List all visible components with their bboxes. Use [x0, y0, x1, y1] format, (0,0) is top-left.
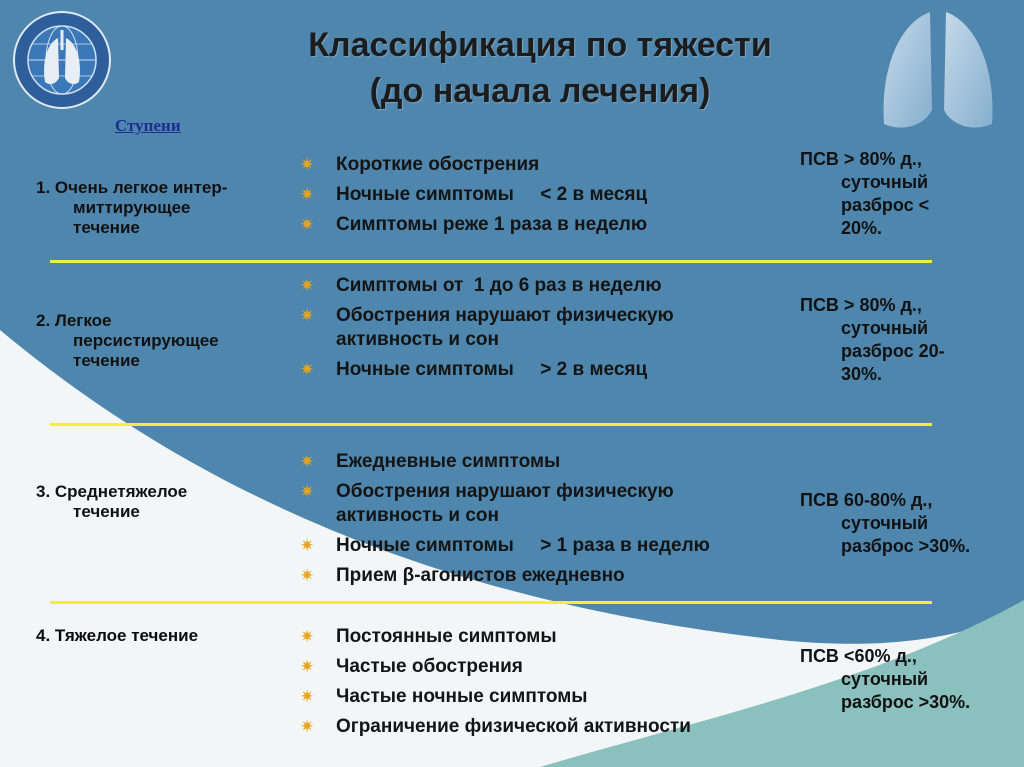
stage-3-symptoms: [298, 450, 778, 594]
star-bullet-icon: ✷: [300, 452, 315, 471]
stage-4-line-1: 4. Тяжелое течение: [36, 626, 199, 645]
stage-3-line-2: течение: [73, 502, 140, 521]
star-bullet-icon: ✷: [300, 306, 315, 325]
stage-3-line-1: 3. Среднетяжелое: [36, 482, 188, 501]
symptom-item: ✷ Симптомы от 1 до 6 раз в неделю: [300, 275, 662, 296]
symptom-item: ✷ Постоянные симптомы: [300, 626, 557, 647]
stage-1-line-1: 1. Очень легкое интер-: [36, 178, 228, 197]
star-bullet-icon: ✷: [300, 360, 315, 379]
psv-line: суточный: [841, 513, 929, 533]
star-bullet-icon: ✷: [300, 215, 315, 234]
stage-1-label: [36, 178, 286, 238]
stage-2-psv: [800, 294, 1015, 386]
stage-4-psv: [800, 645, 1015, 714]
symptom-item: ✷ Ограничение физической активности: [300, 716, 691, 737]
psv-line: ПСВ > 80% д.,: [800, 295, 922, 315]
symptom-item: ✷ Частые обострения: [300, 656, 523, 677]
psv-line: ПСВ 60-80% д.,: [800, 490, 933, 510]
star-bullet-icon: ✷: [300, 566, 315, 585]
symptom-item: ✷ Ночные симптомы > 2 в месяц: [300, 359, 648, 380]
stage-1-symptoms: [298, 153, 647, 243]
star-bullet-icon: ✷: [300, 536, 315, 555]
psv-line: ПСВ > 80% д.,: [800, 149, 922, 169]
symptom-item: ✷ Симптомы реже 1 раза в неделю: [300, 214, 648, 235]
steps-column-label: Ступени: [115, 116, 181, 135]
symptom-item: ✷ Короткие обострения: [300, 154, 540, 175]
star-bullet-icon: ✷: [300, 717, 315, 736]
psv-line: разброс <: [841, 195, 930, 215]
stage-4-symptoms: [298, 625, 778, 745]
psv-line: ПСВ <60% д.,: [800, 646, 917, 666]
page-title: [220, 22, 860, 114]
stage-1-line-2: миттирующее: [73, 198, 191, 217]
psv-line: суточный: [841, 318, 929, 338]
star-bullet-icon: ✷: [300, 155, 315, 174]
symptom-item: ✷ Обострения нарушают физическую активность и сон: [300, 305, 674, 350]
star-bullet-icon: ✷: [300, 276, 315, 295]
symptom-item: ✷ Ежедневные симптомы: [300, 451, 561, 472]
psv-line: разброс >30%.: [841, 536, 971, 556]
stage-2-symptoms: [298, 274, 768, 388]
psv-line: 20%.: [841, 218, 883, 238]
star-bullet-icon: ✷: [300, 657, 315, 676]
stage-2-line-2: персистирующее: [73, 331, 219, 350]
star-bullet-icon: ✷: [300, 687, 315, 706]
psv-line: суточный: [841, 172, 929, 192]
stage-3-psv: [800, 489, 1015, 558]
stage-1-psv: [800, 148, 1015, 240]
symptom-item: ✷ Прием β-агонистов ежедневно: [300, 565, 625, 586]
star-bullet-icon: ✷: [300, 482, 315, 501]
gina-logo-icon: [12, 8, 112, 112]
lungs-silhouette-icon: [868, 6, 1008, 134]
row-divider: [50, 601, 932, 604]
symptom-item: ✷ Ночные симптомы < 2 в месяц: [300, 184, 648, 205]
psv-line: разброс 20-: [841, 341, 945, 361]
stage-2-line-1: 2. Легкое: [36, 311, 112, 330]
stage-3-label: [36, 482, 286, 522]
row-divider: [50, 260, 932, 263]
stage-1-line-3: течение: [73, 218, 140, 237]
psv-line: 30%.: [841, 364, 883, 384]
stage-2-line-3: течение: [73, 351, 140, 370]
stage-4-label: [36, 626, 286, 646]
star-bullet-icon: ✷: [300, 185, 315, 204]
title-line-1: Классификация по тяжести: [308, 26, 772, 64]
star-bullet-icon: ✷: [300, 627, 315, 646]
psv-line: суточный: [841, 669, 929, 689]
symptom-item: ✷ Ночные симптомы > 1 раза в неделю: [300, 535, 710, 556]
row-divider: [50, 423, 932, 426]
title-line-2: (до начала лечения): [369, 72, 711, 110]
psv-line: разброс >30%.: [841, 692, 971, 712]
symptom-item: ✷ Обострения нарушают физическую активность и сон: [300, 481, 674, 526]
stage-2-label: [36, 311, 286, 371]
symptom-item: ✷ Частые ночные симптомы: [300, 686, 588, 707]
